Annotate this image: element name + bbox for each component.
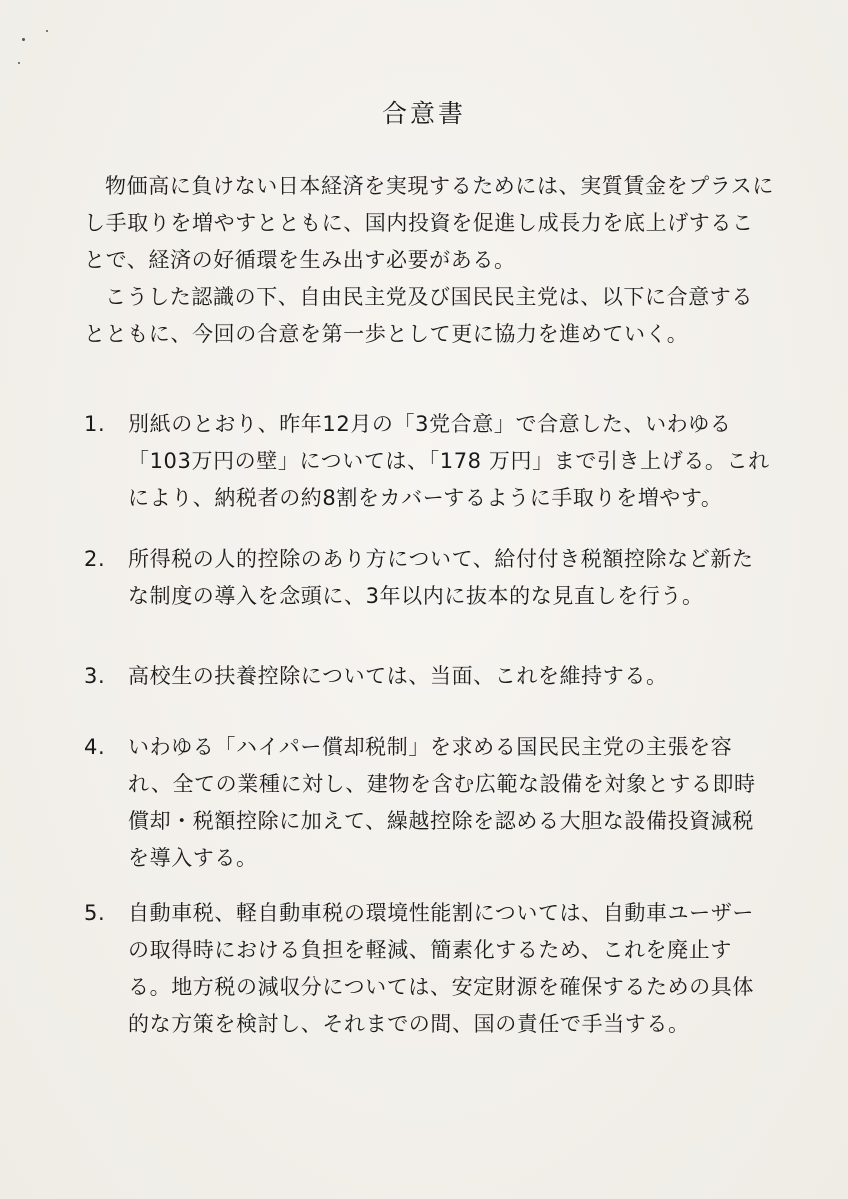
intro-paragraph-1: 物価高に負けない日本経済を実現するためには、実質賃金をプラスにし手取りを増やすとともに、国内投資を促進し成長力を底上げすることで、経済の好循環を生み出す必要がある。: [84, 174, 774, 272]
item-text: 高校生の扶養控除については、当面、これを維持する。: [128, 664, 668, 688]
scan-speck: [46, 30, 48, 32]
agreement-item-2: [84, 541, 774, 615]
item-number: 4.: [84, 735, 106, 759]
document-title: 合意書: [381, 99, 466, 128]
agreement-item-3: [84, 658, 774, 695]
scan-speck: [18, 62, 20, 64]
item-text: 別紙のとおり、昨年12月の「3党合意」で合意した、いわゆる「103万円の壁」については、「178 万円」まで引き上げる。これにより、納税者の約8割をカバーするように手取りを増やす。: [128, 412, 770, 510]
intro-section: [84, 168, 774, 353]
item-text: 自動車税、軽自動車税の環境性能割については、自動車ユーザーの取得時における負担を軽減、簡素化するため、これを廃止する。地方税の減収分については、安定財源を確保するための具体的な方策を検討し、それまでの間、国の責任で手当する。: [128, 901, 754, 1036]
item-number: 5.: [84, 901, 106, 925]
item-text: いわゆる「ハイパー償却税制」を求める国民民主党の主張を容れ、全ての業種に対し、建物を含む広範な設備を対象とする即時償却・税額控除に加えて、繰越控除を認める大胆な設備投資減税を導入する。: [128, 735, 756, 870]
item-number: 2.: [84, 547, 106, 571]
agreement-item-5: [84, 895, 774, 1043]
agreement-item-1: [84, 406, 774, 517]
intro-paragraph-2: こうした認識の下、自由民主党及び国民民主党は、以下に合意するとともに、今回の合意を第一歩として更に協力を進めていく。: [84, 285, 753, 346]
item-number: 1.: [84, 412, 106, 436]
item-text: 所得税の人的控除のあり方について、給付付き税額控除など新たな制度の導入を念頭に、3年以内に抜本的な見直しを行う。: [128, 547, 754, 608]
agreement-item-4: [84, 729, 774, 877]
scan-speck: [22, 38, 25, 41]
item-number: 3.: [84, 664, 106, 688]
